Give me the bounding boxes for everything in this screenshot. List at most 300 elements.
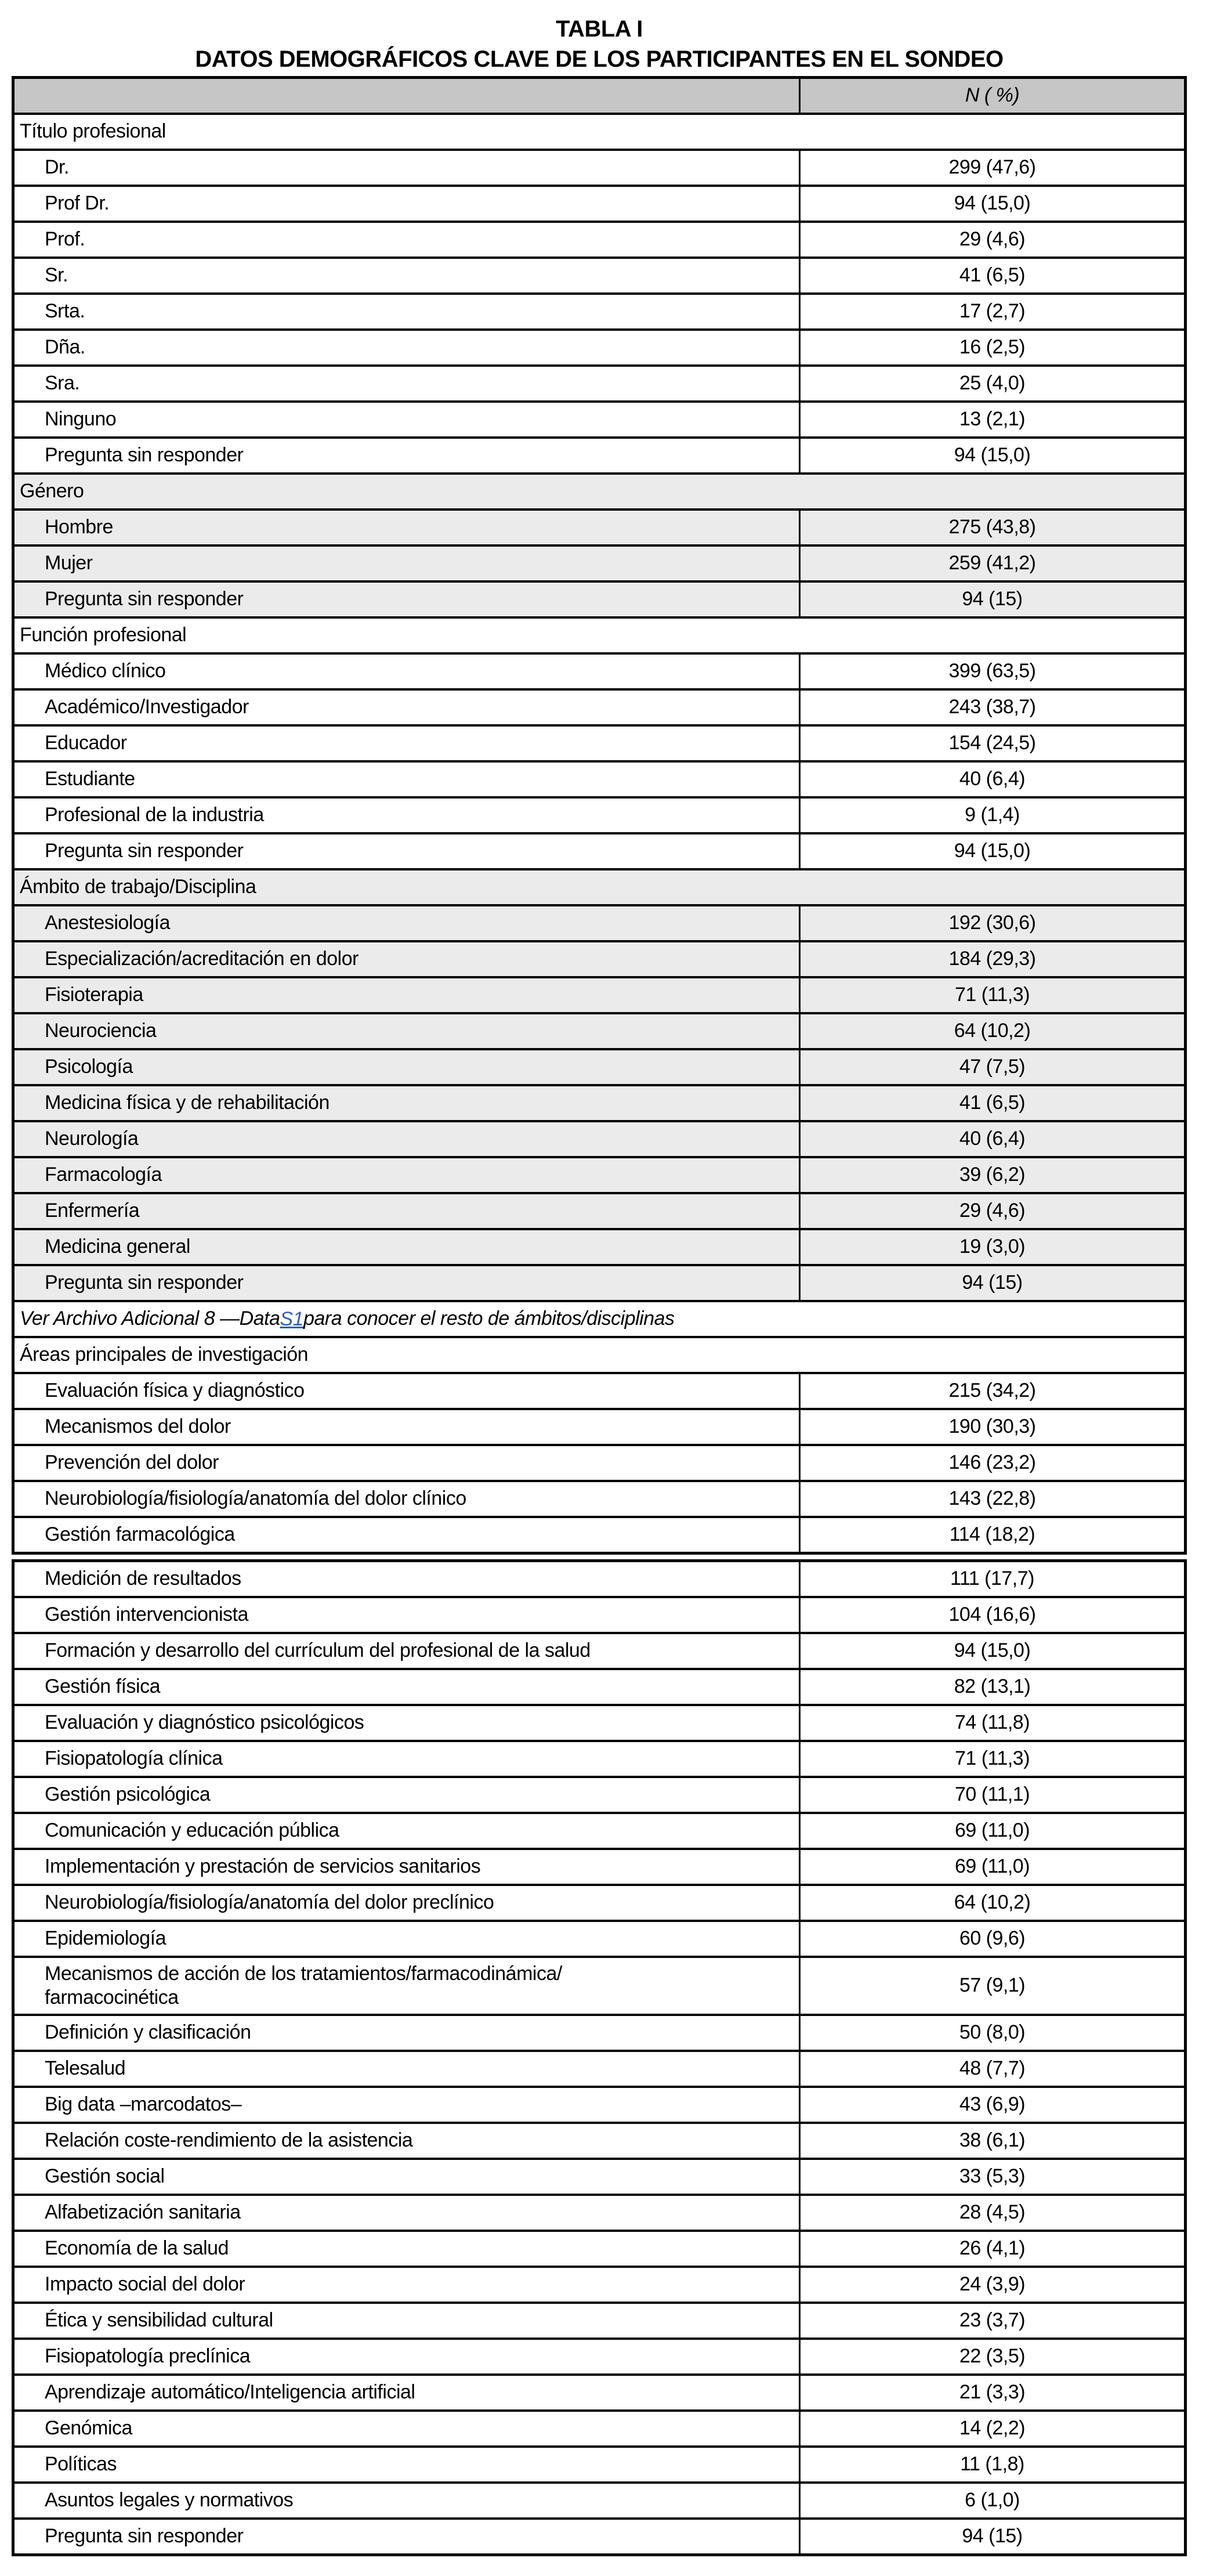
section-row [15, 472, 1184, 508]
data-row [15, 2194, 1184, 2230]
row-label-cell [15, 1562, 799, 1596]
row-value: 94 (15) [962, 1271, 1023, 1294]
section-header-cell [15, 870, 1184, 904]
row-value-cell [799, 2016, 1184, 2050]
row-value-cell [799, 2304, 1184, 2337]
data-row [15, 2122, 1184, 2158]
data-row [15, 1704, 1184, 1740]
row-value: 184 (29,3) [948, 948, 1036, 970]
data-row [15, 400, 1184, 436]
row-value: 64 (10,2) [954, 1020, 1031, 1042]
data-row [15, 1156, 1184, 1192]
row-label-cell [15, 655, 799, 688]
row-label-cell [15, 1922, 799, 1956]
row-value: 259 (41,2) [948, 552, 1036, 575]
data-row [15, 1228, 1184, 1264]
row-label: Pregunta sin responder [45, 2525, 244, 2548]
data-row [15, 724, 1184, 760]
data-row [15, 580, 1184, 616]
row-value-cell [799, 1122, 1184, 1156]
data-row [15, 2050, 1184, 2086]
row-value-cell [799, 1410, 1184, 1444]
row-label-cell [15, 367, 799, 400]
row-label-cell [15, 2340, 799, 2373]
data-row [15, 2409, 1184, 2445]
row-value: 94 (15) [962, 2525, 1023, 2548]
data-row [15, 328, 1184, 364]
row-value-cell [799, 2196, 1184, 2230]
row-label: Aprendizaje automático/Inteligencia artificial [45, 2381, 415, 2404]
data-row [15, 364, 1184, 400]
row-value-cell [799, 978, 1184, 1012]
row-label-cell [15, 1410, 799, 1444]
data-row [15, 2445, 1184, 2481]
row-value: 23 (3,7) [959, 2309, 1026, 2332]
row-value-cell [799, 655, 1184, 688]
row-value: 28 (4,5) [959, 2201, 1026, 2224]
row-label: Srta. [45, 300, 85, 323]
row-label: Pregunta sin responder [45, 588, 244, 610]
data-row [15, 2086, 1184, 2122]
row-label: Medicina física y de rehabilitación [45, 1092, 329, 1114]
row-label: Genómica [45, 2417, 132, 2440]
row-label: Hombre [45, 516, 113, 539]
row-label: Mecanismos del dolor [45, 1415, 231, 1438]
row-value: 94 (15,0) [954, 1639, 1031, 1662]
row-value-cell [799, 942, 1184, 976]
data-row [15, 292, 1184, 328]
row-value: 94 (15,0) [954, 840, 1031, 862]
row-label: Mujer [45, 552, 93, 575]
row-value-cell [799, 1562, 1184, 1596]
data-row [15, 688, 1184, 724]
data-row [15, 940, 1184, 976]
row-value: 41 (6,5) [959, 264, 1026, 287]
row-value-cell [799, 763, 1184, 796]
row-value: 43 (6,9) [959, 2093, 1026, 2116]
row-label-cell [15, 727, 799, 760]
data-row [15, 1562, 1184, 1596]
row-value-cell [799, 295, 1184, 328]
row-label: Políticas [45, 2453, 117, 2476]
row-value-cell [799, 1518, 1184, 1552]
row-label-cell [15, 763, 799, 796]
row-label: Neurobiología/fisiología/anatomía del dolor preclínico [45, 1891, 494, 1914]
row-label: Telesalud [45, 2057, 126, 2080]
row-value-cell [799, 1598, 1184, 1632]
row-label-cell [15, 906, 799, 940]
row-label-cell [15, 295, 799, 328]
row-label-cell [15, 2304, 799, 2337]
row-label: Ninguno [45, 408, 117, 431]
data-row [15, 1372, 1184, 1408]
row-value-cell [799, 2124, 1184, 2158]
row-value-cell [799, 331, 1184, 364]
row-label-cell [15, 223, 799, 256]
row-value-cell [799, 439, 1184, 472]
row-value-cell [799, 2088, 1184, 2122]
section-label: Género [20, 480, 84, 503]
data-row [15, 1740, 1184, 1776]
row-value: 64 (10,2) [954, 1891, 1031, 1914]
row-value-cell [799, 1958, 1184, 2014]
row-label: Gestión farmacológica [45, 1523, 235, 1546]
row-value: 40 (6,4) [959, 768, 1026, 790]
data-row [15, 2302, 1184, 2337]
row-value: 69 (11,0) [954, 1819, 1030, 1842]
row-value-cell [799, 727, 1184, 760]
data-row [15, 1408, 1184, 1444]
row-label: Prof. [45, 228, 85, 251]
row-value-cell [799, 1158, 1184, 1192]
table-title: TABLA I [556, 16, 643, 42]
row-label-cell [15, 2376, 799, 2409]
row-label: Psicología [45, 1056, 133, 1078]
data-row [15, 760, 1184, 796]
row-value-cell [799, 1374, 1184, 1408]
data-row [15, 2481, 1184, 2517]
data-row [15, 1084, 1184, 1120]
row-label: Alfabetización sanitaria [45, 2201, 241, 2224]
data-row [15, 2158, 1184, 2194]
row-label: Relación coste-rendimiento de la asistencia [45, 2129, 413, 2152]
footnote-cell [15, 1302, 1184, 1336]
row-value-cell [799, 1086, 1184, 1120]
row-label-cell [15, 1742, 799, 1776]
data-s1-link[interactable]: S1 [280, 1307, 304, 1330]
row-label-cell [15, 1518, 799, 1552]
data-row [15, 1884, 1184, 1920]
data-row [15, 1632, 1184, 1668]
data-row [15, 2337, 1184, 2373]
row-label-cell [15, 2124, 799, 2158]
row-label-cell [15, 187, 799, 221]
row-value: 275 (43,8) [948, 516, 1036, 539]
row-value: 71 (11,3) [954, 1747, 1030, 1770]
row-label: Mecanismos de acción de los tratamientos/farmacodinámica/ farmacocinética [45, 1962, 562, 2008]
data-row [15, 149, 1184, 185]
row-value: 94 (15) [962, 588, 1023, 610]
row-label-cell [15, 1158, 799, 1192]
row-label-cell [15, 511, 799, 544]
row-value-cell [799, 583, 1184, 616]
row-label: Fisioterapia [45, 984, 143, 1006]
data-row [15, 436, 1184, 472]
row-label: Neurología [45, 1128, 139, 1150]
row-value: 74 (11,8) [954, 1711, 1030, 1734]
row-label: Asuntos legales y normativos [45, 2489, 294, 2512]
row-label: Fisiopatología clínica [45, 1747, 223, 1770]
row-value-cell [799, 799, 1184, 832]
data-row [15, 1956, 1184, 2014]
row-value: 154 (24,5) [948, 732, 1036, 754]
row-label-cell [15, 1086, 799, 1120]
data-row [15, 1012, 1184, 1048]
row-value: 25 (4,0) [959, 372, 1026, 395]
section-label: Título profesional [20, 120, 166, 143]
row-label-cell [15, 439, 799, 472]
row-value-cell [799, 2268, 1184, 2302]
data-row [15, 544, 1184, 580]
row-value: 19 (3,0) [959, 1235, 1026, 1258]
data-row [15, 1444, 1184, 1480]
row-label-cell [15, 2232, 799, 2266]
data-row [15, 508, 1184, 544]
row-label: Estudiante [45, 768, 135, 790]
row-label-cell [15, 2448, 799, 2481]
row-label-cell [15, 1598, 799, 1632]
row-value: 6 (1,0) [965, 2489, 1020, 2512]
row-label: Neurobiología/fisiología/anatomía del dolor clínico [45, 1487, 466, 1510]
row-label: Impacto social del dolor [45, 2273, 245, 2296]
row-value: 192 (30,6) [948, 912, 1036, 934]
header-value-cell [799, 79, 1184, 113]
row-value: 16 (2,5) [959, 336, 1026, 359]
row-label: Académico/Investigador [45, 696, 249, 718]
row-label-cell [15, 547, 799, 580]
data-row [15, 1264, 1184, 1300]
row-label: Pregunta sin responder [45, 1271, 244, 1294]
data-row [15, 1048, 1184, 1084]
row-label: Educador [45, 732, 127, 754]
row-label: Neurociencia [45, 1020, 157, 1042]
row-label: Dña. [45, 336, 85, 359]
row-value-cell [799, 187, 1184, 221]
data-row [15, 832, 1184, 868]
section-row [15, 1336, 1184, 1372]
row-value-cell [799, 1706, 1184, 1740]
note-row [15, 1300, 1184, 1336]
row-value-cell [799, 691, 1184, 724]
row-value: 29 (4,6) [959, 228, 1026, 251]
header-empty-cell [15, 79, 799, 113]
data-row [15, 1812, 1184, 1848]
row-label: Profesional de la industria [45, 804, 264, 826]
row-value-cell [799, 1634, 1184, 1668]
row-label-cell [15, 799, 799, 832]
row-value-cell [799, 1922, 1184, 1956]
row-label: Dr. [45, 156, 69, 179]
row-label-cell [15, 1886, 799, 1920]
note-suffix: para conocer el resto de ámbitos/disciplinas [303, 1307, 675, 1330]
row-value: 94 (15,0) [954, 192, 1031, 215]
data-row [15, 976, 1184, 1012]
row-value-cell [799, 834, 1184, 868]
row-value: 40 (6,4) [959, 1128, 1026, 1150]
row-value-cell [799, 259, 1184, 292]
row-value: 29 (4,6) [959, 1200, 1026, 1222]
row-value: 190 (30,3) [948, 1415, 1036, 1438]
row-value: 146 (23,2) [948, 1451, 1036, 1474]
row-label-cell [15, 691, 799, 724]
row-label-cell [15, 1958, 799, 2014]
table-part-1 [12, 76, 1187, 1555]
row-value: 13 (2,1) [959, 408, 1026, 431]
row-label-cell [15, 1374, 799, 1408]
row-value: 26 (4,1) [959, 2237, 1026, 2260]
row-label-cell [15, 1634, 799, 1668]
row-label-cell [15, 2016, 799, 2050]
data-row [15, 652, 1184, 688]
row-value: 9 (1,4) [965, 804, 1020, 826]
data-row [15, 2266, 1184, 2302]
data-row [15, 1596, 1184, 1632]
demographics-table [12, 76, 1187, 2556]
row-value: 69 (11,0) [954, 1855, 1030, 1878]
row-value: 143 (22,8) [948, 1487, 1036, 1510]
row-value-cell [799, 2232, 1184, 2266]
data-row [15, 1776, 1184, 1812]
row-label-cell [15, 2052, 799, 2086]
row-label: Definición y clasificación [45, 2021, 251, 2044]
row-label: Medición de resultados [45, 1567, 241, 1590]
data-row [15, 1668, 1184, 1704]
data-row [15, 2517, 1184, 2553]
row-label-cell [15, 834, 799, 868]
row-value: 399 (63,5) [948, 660, 1036, 682]
row-value: 21 (3,3) [959, 2381, 1026, 2404]
row-value-cell [799, 1778, 1184, 1812]
section-header-cell [15, 115, 1184, 149]
table-title-block [12, 14, 1187, 74]
col-header-n-pct: N ( %) [965, 84, 1020, 107]
data-row [15, 185, 1184, 221]
row-label: Fisiopatología preclínica [45, 2345, 251, 2368]
row-label-cell [15, 2412, 799, 2445]
row-label-cell [15, 2160, 799, 2194]
row-label-cell [15, 331, 799, 364]
row-label: Economía de la salud [45, 2237, 229, 2260]
row-value-cell [799, 1850, 1184, 1884]
row-value-cell [799, 2412, 1184, 2445]
row-label-cell [15, 1446, 799, 1480]
row-label-cell [15, 2088, 799, 2122]
data-row [15, 2230, 1184, 2266]
row-label: Epidemiología [45, 1927, 166, 1950]
row-label-cell [15, 259, 799, 292]
row-value-cell [799, 223, 1184, 256]
row-label: Pregunta sin responder [45, 840, 244, 862]
row-value-cell [799, 2448, 1184, 2481]
row-label-cell [15, 2196, 799, 2230]
row-label-cell [15, 403, 799, 436]
row-value-cell [799, 1014, 1184, 1048]
row-label-cell [15, 978, 799, 1012]
row-value: 17 (2,7) [959, 300, 1026, 323]
row-value-cell [799, 547, 1184, 580]
row-value-cell [799, 1266, 1184, 1300]
row-value: 24 (3,9) [959, 2273, 1026, 2296]
row-label-cell [15, 1050, 799, 1084]
data-row [15, 256, 1184, 292]
row-value: 70 (11,1) [954, 1783, 1030, 1806]
row-value-cell [799, 1446, 1184, 1480]
row-label-cell [15, 1266, 799, 1300]
row-value: 48 (7,7) [959, 2057, 1026, 2080]
data-row [15, 2014, 1184, 2050]
data-row [15, 1516, 1184, 1552]
row-value-cell [799, 367, 1184, 400]
row-label-cell [15, 1194, 799, 1228]
row-label: Farmacología [45, 1164, 162, 1186]
table-part-2 [12, 1559, 1187, 2556]
row-value-cell [799, 2484, 1184, 2517]
row-label: Anestesiología [45, 912, 171, 934]
row-label: Comunicación y educación pública [45, 1819, 339, 1842]
row-label-cell [15, 1230, 799, 1264]
header-row [15, 79, 1184, 113]
table-subtitle: DATOS DEMOGRÁFICOS CLAVE DE LOS PARTICIPANTES EN EL SONDEO [195, 46, 1004, 72]
row-value: 47 (7,5) [959, 1056, 1026, 1078]
row-value-cell [799, 151, 1184, 185]
row-label: Prof Dr. [45, 192, 110, 215]
data-row [15, 904, 1184, 940]
row-label-cell [15, 151, 799, 185]
row-label: Prevención del dolor [45, 1451, 219, 1474]
row-value: 39 (6,2) [959, 1164, 1026, 1186]
section-row [15, 616, 1184, 652]
row-label: Gestión social [45, 2165, 165, 2188]
row-value: 14 (2,2) [959, 2417, 1026, 2440]
row-label: Medicina general [45, 1235, 190, 1258]
row-label: Enfermería [45, 1200, 140, 1222]
row-label: Sra. [45, 372, 80, 395]
row-value: 104 (16,6) [948, 1603, 1036, 1626]
row-value: 57 (9,1) [959, 1974, 1026, 1997]
data-row [15, 1920, 1184, 1956]
row-value-cell [799, 1742, 1184, 1776]
section-label: Función profesional [20, 624, 187, 646]
row-label: Médico clínico [45, 660, 166, 682]
row-label-cell [15, 1850, 799, 1884]
section-label: Ámbito de trabajo/Disciplina [20, 876, 256, 898]
row-label: Evaluación y diagnóstico psicológicos [45, 1711, 364, 1734]
row-label: Gestión intervencionista [45, 1603, 248, 1626]
row-label-cell [15, 1670, 799, 1704]
row-value: 33 (5,3) [959, 2165, 1026, 2188]
section-row [15, 868, 1184, 904]
row-label-cell [15, 1122, 799, 1156]
row-label: Formación y desarrollo del currículum del profesional de la salud [45, 1639, 591, 1662]
row-value-cell [799, 1886, 1184, 1920]
row-value: 41 (6,5) [959, 1092, 1026, 1114]
row-value-cell [799, 1230, 1184, 1264]
row-value-cell [799, 2376, 1184, 2409]
row-value: 114 (18,2) [949, 1523, 1035, 1546]
row-value-cell [799, 403, 1184, 436]
row-value-cell [799, 1670, 1184, 1704]
section-row [15, 113, 1184, 149]
row-label: Ética y sensibilidad cultural [45, 2309, 273, 2332]
row-value: 243 (38,7) [948, 696, 1036, 718]
row-label: Evaluación física y diagnóstico [45, 1379, 305, 1402]
row-value-cell [799, 2160, 1184, 2194]
row-value-cell [799, 906, 1184, 940]
row-value: 215 (34,2) [948, 1379, 1036, 1402]
section-header-cell [15, 619, 1184, 652]
row-value: 299 (47,6) [948, 156, 1036, 179]
section-label: Áreas principales de investigación [20, 1343, 309, 1366]
row-value: 71 (11,3) [954, 984, 1030, 1006]
row-value-cell [799, 2520, 1184, 2553]
row-label-cell [15, 1778, 799, 1812]
row-label: Big data –marcodatos– [45, 2093, 242, 2116]
data-row [15, 1848, 1184, 1884]
row-label-cell [15, 942, 799, 976]
row-label-cell [15, 583, 799, 616]
row-value-cell [799, 1482, 1184, 1516]
row-value: 60 (9,6) [959, 1927, 1026, 1950]
